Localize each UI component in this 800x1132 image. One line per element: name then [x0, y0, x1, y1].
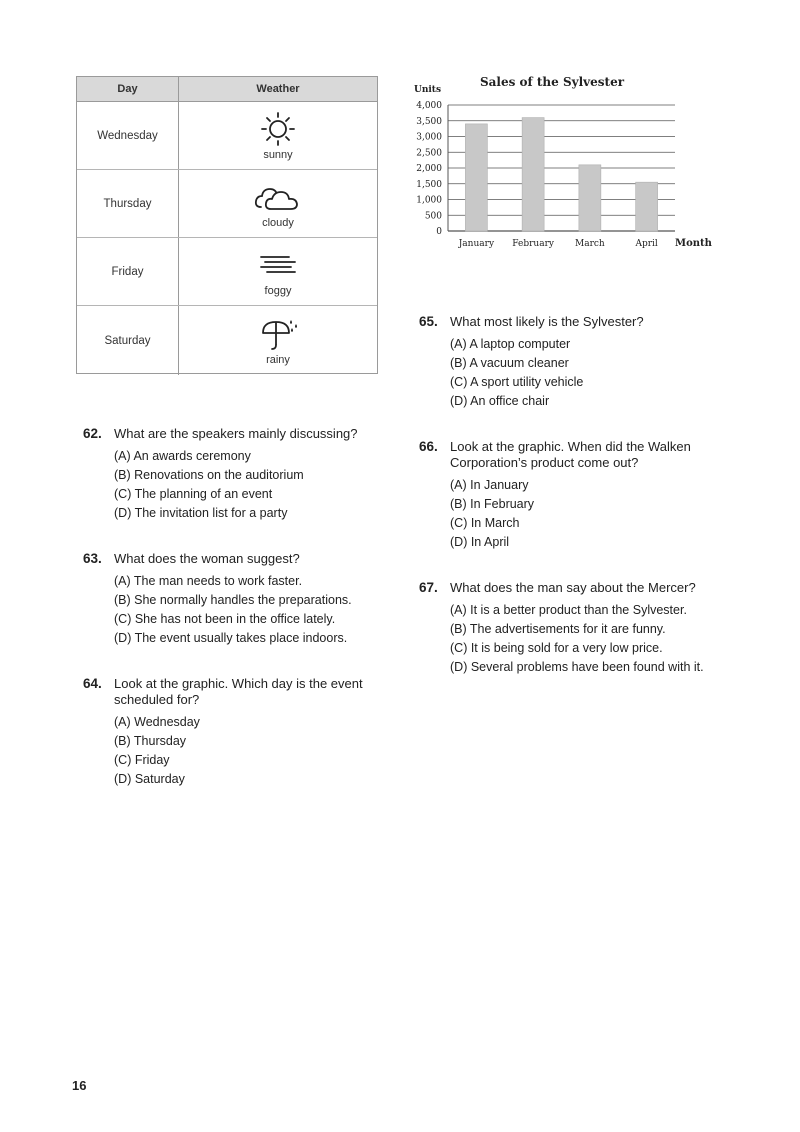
question-number: 67.: [419, 580, 438, 595]
question-number: 66.: [419, 439, 438, 454]
y-tick-label: 500: [424, 211, 442, 222]
option-list: [114, 713, 373, 789]
option-b[interactable]: (B) Thursday: [114, 734, 187, 748]
bar-march: [579, 165, 601, 231]
option-b[interactable]: (B) She normally handles the preparations.: [114, 593, 352, 607]
sun-icon: [253, 111, 303, 147]
x-tick-label: February: [512, 239, 554, 249]
option-list: [114, 447, 383, 523]
x-tick-label: January: [458, 239, 495, 249]
day-cell: Wednesday: [77, 102, 179, 169]
option-a[interactable]: (A) Wednesday: [114, 715, 200, 729]
option-list: [114, 572, 383, 648]
weather-table: [76, 76, 378, 374]
option-b[interactable]: (B) Renovations on the auditorium: [114, 468, 304, 482]
question-67: [419, 580, 749, 677]
y-tick-label: 2,500: [416, 148, 442, 159]
x-axis-label: Month: [675, 238, 712, 249]
table-row: [77, 102, 377, 170]
option-c[interactable]: (C) Friday: [114, 753, 170, 767]
table-row: [77, 306, 377, 375]
option-d[interactable]: (D) Several problems have been found with it.: [450, 660, 704, 674]
fog-icon: [253, 247, 303, 283]
option-d[interactable]: (D) The invitation list for a party: [114, 506, 288, 520]
question-65: [419, 314, 719, 411]
option-a[interactable]: (A) The man needs to work faster.: [114, 574, 303, 588]
y-tick-label: 0: [436, 227, 442, 237]
umbrella-icon: [253, 316, 303, 352]
day-cell: Saturday: [77, 306, 179, 375]
option-d[interactable]: (D) An office chair: [450, 394, 550, 408]
sales-chart: [400, 70, 730, 260]
question-text: What does the woman suggest?: [114, 551, 300, 566]
option-list: [450, 476, 709, 552]
question-number: 65.: [419, 314, 438, 329]
y-tick-label: 3,500: [416, 116, 442, 127]
question-text: Look at the graphic. Which day is the event scheduled for?: [114, 676, 363, 707]
weather-label: sunny: [263, 148, 293, 161]
y-tick-label: 4,000: [416, 101, 442, 111]
question-text: Look at the graphic. When did the Walken Corporation’s product come out?: [450, 439, 691, 470]
weather-table-header: [77, 77, 377, 102]
option-b[interactable]: (B) The advertisements for it are funny.: [450, 622, 666, 636]
y-tick-label: 2,000: [416, 164, 442, 174]
table-row: [77, 238, 377, 306]
sales-chart-svg: [400, 70, 730, 260]
option-b[interactable]: (B) In February: [450, 497, 535, 511]
option-d[interactable]: (D) Saturday: [114, 772, 185, 786]
y-tick-label: 1,500: [416, 179, 442, 190]
weather-label: foggy: [264, 284, 292, 297]
option-a[interactable]: (A) In January: [450, 478, 529, 492]
option-list: [450, 335, 719, 411]
option-d[interactable]: (D) The event usually takes place indoors.: [114, 631, 348, 645]
option-c[interactable]: (C) In March: [450, 516, 520, 530]
header-day: Day: [77, 77, 179, 101]
question-63: [83, 551, 383, 648]
bar-january: [465, 124, 487, 231]
y-axis-label: Units: [414, 85, 442, 95]
day-cell: Friday: [77, 238, 179, 305]
x-tick-label: April: [635, 239, 658, 249]
weather-label: cloudy: [262, 216, 294, 229]
cloud-icon: [253, 179, 303, 215]
y-tick-label: 3,000: [416, 132, 442, 143]
option-a[interactable]: (A) An awards ceremony: [114, 449, 251, 463]
option-c[interactable]: (C) It is being sold for a very low price.: [450, 641, 663, 655]
question-66: [419, 439, 709, 552]
chart-title: Sales of the Sylvester: [479, 75, 625, 89]
question-text: What does the man say about the Mercer?: [450, 580, 696, 595]
question-number: 62.: [83, 426, 102, 441]
bar-february: [522, 118, 544, 231]
option-b[interactable]: (B) A vacuum cleaner: [450, 356, 569, 370]
question-text: What are the speakers mainly discussing?: [114, 426, 358, 441]
table-row: [77, 170, 377, 238]
weather-label: rainy: [266, 353, 290, 366]
bar-april: [636, 182, 658, 231]
question-64: [83, 676, 373, 789]
x-tick-label: March: [575, 239, 605, 249]
option-c[interactable]: (C) The planning of an event: [114, 487, 273, 501]
option-c[interactable]: (C) A sport utility vehicle: [450, 375, 584, 389]
option-d[interactable]: (D) In April: [450, 535, 510, 549]
question-62: [83, 426, 383, 523]
question-text: What most likely is the Sylvester?: [450, 314, 644, 329]
option-c[interactable]: (C) She has not been in the office lately.: [114, 612, 336, 626]
header-weather: Weather: [256, 83, 300, 95]
option-a[interactable]: (A) It is a better product than the Sylvester.: [450, 603, 687, 617]
day-cell: Thursday: [77, 170, 179, 237]
y-tick-label: 1,000: [416, 195, 442, 206]
question-number: 64.: [83, 676, 102, 691]
page-number: 16: [72, 1078, 87, 1093]
option-list: [450, 601, 749, 677]
question-number: 63.: [83, 551, 102, 566]
option-a[interactable]: (A) A laptop computer: [450, 337, 571, 351]
